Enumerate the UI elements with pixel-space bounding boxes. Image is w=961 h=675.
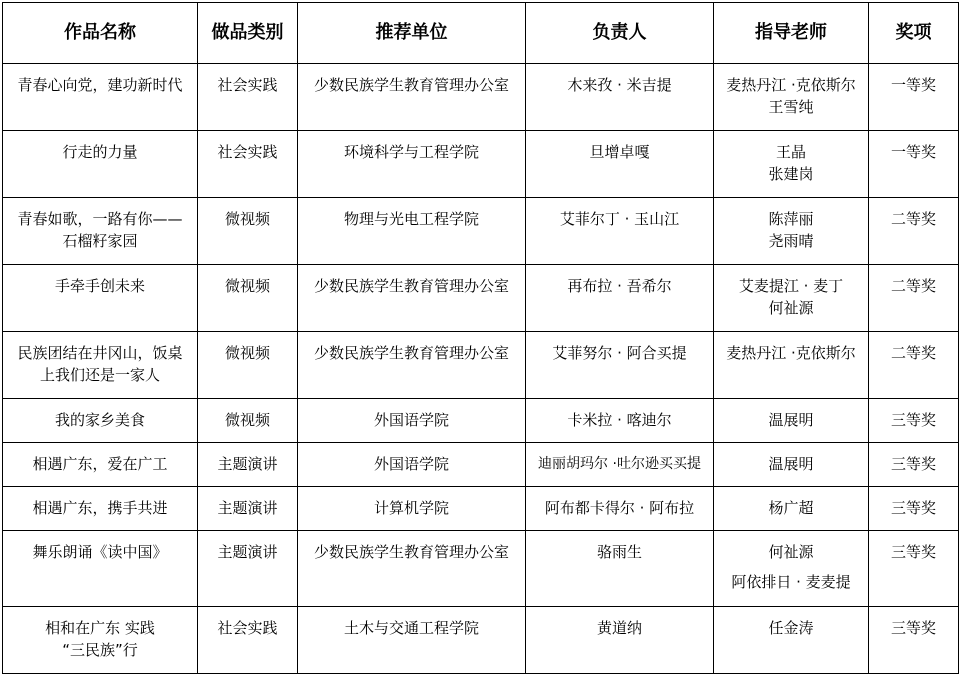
cell-category: 主题演讲 [198, 531, 298, 607]
table-row [3, 443, 959, 487]
cell-advisor: 何祉源 阿依排日 · 麦麦提 [714, 531, 869, 607]
cell-work-name: 行走的力量 [3, 131, 198, 198]
header-work-name: 作品名称 [3, 3, 198, 64]
cell-leader: 卡米拉 · 喀迪尔 [526, 399, 714, 443]
cell-category: 微视频 [198, 198, 298, 265]
table-row [3, 198, 959, 265]
cell-leader: 艾菲尔丁 · 玉山江 [526, 198, 714, 265]
cell-category: 微视频 [198, 332, 298, 399]
cell-work-name: 相遇广东，爱在广工 [3, 443, 198, 487]
cell-work-name: 我的家乡美食 [3, 399, 198, 443]
cell-award: 三等奖 [869, 443, 959, 487]
cell-work-name: 手牵手创未来 [3, 265, 198, 332]
cell-award: 三等奖 [869, 531, 959, 607]
header-advisor: 指导老师 [714, 3, 869, 64]
cell-award: 三等奖 [869, 607, 959, 674]
cell-work-name: 相遇广东，携手共进 [3, 487, 198, 531]
cell-advisor: 陈萍丽 尧雨晴 [714, 198, 869, 265]
cell-leader: 黄道纳 [526, 607, 714, 674]
cell-award: 一等奖 [869, 64, 959, 131]
table-row [3, 131, 959, 198]
cell-category: 社会实践 [198, 607, 298, 674]
cell-work-name: 青春如歌，一路有你—— 石榴籽家园 [3, 198, 198, 265]
cell-advisor: 艾麦提江 · 麦丁 何祉源 [714, 265, 869, 332]
header-row [3, 3, 959, 64]
cell-unit: 物理与光电工程学院 [298, 198, 526, 265]
table-row [3, 487, 959, 531]
awards-table [2, 2, 959, 674]
cell-category: 微视频 [198, 399, 298, 443]
cell-category: 主题演讲 [198, 443, 298, 487]
cell-award: 二等奖 [869, 265, 959, 332]
cell-leader: 骆雨生 [526, 531, 714, 607]
cell-unit: 少数民族学生教育管理办公室 [298, 332, 526, 399]
cell-leader: 艾菲努尔 · 阿合买提 [526, 332, 714, 399]
cell-advisor: 麦热丹江 ·克依斯尔 王雪纯 [714, 64, 869, 131]
table-row [3, 265, 959, 332]
cell-leader: 木来孜 · 米吉提 [526, 64, 714, 131]
cell-advisor: 杨广超 [714, 487, 869, 531]
cell-leader: 迪丽胡玛尔 ·吐尔逊买买提 [526, 443, 714, 487]
header-award: 奖项 [869, 3, 959, 64]
cell-award: 三等奖 [869, 487, 959, 531]
cell-unit: 外国语学院 [298, 443, 526, 487]
cell-unit: 少数民族学生教育管理办公室 [298, 531, 526, 607]
cell-award: 三等奖 [869, 399, 959, 443]
cell-leader: 再布拉 · 吾希尔 [526, 265, 714, 332]
cell-work-name: 青春心向党，建功新时代 [3, 64, 198, 131]
cell-unit: 计算机学院 [298, 487, 526, 531]
cell-advisor: 温展明 [714, 443, 869, 487]
cell-category: 微视频 [198, 265, 298, 332]
cell-advisor: 任金涛 [714, 607, 869, 674]
cell-unit: 少数民族学生教育管理办公室 [298, 64, 526, 131]
cell-award: 一等奖 [869, 131, 959, 198]
cell-category: 社会实践 [198, 131, 298, 198]
table-row [3, 607, 959, 674]
table-row [3, 64, 959, 131]
cell-award: 二等奖 [869, 332, 959, 399]
cell-leader: 阿布都卡得尔 · 阿布拉 [526, 487, 714, 531]
cell-advisor: 王晶 张建岗 [714, 131, 869, 198]
table-row [3, 399, 959, 443]
header-category: 做品类别 [198, 3, 298, 64]
cell-leader: 旦增卓嘎 [526, 131, 714, 198]
cell-category: 社会实践 [198, 64, 298, 131]
cell-unit: 环境科学与工程学院 [298, 131, 526, 198]
cell-advisor: 麦热丹江 ·克依斯尔 [714, 332, 869, 399]
cell-work-name: 民族团结在井冈山，饭桌 上我们还是一家人 [3, 332, 198, 399]
cell-unit: 土木与交通工程学院 [298, 607, 526, 674]
header-unit: 推荐单位 [298, 3, 526, 64]
cell-category: 主题演讲 [198, 487, 298, 531]
cell-advisor: 温展明 [714, 399, 869, 443]
cell-award: 二等奖 [869, 198, 959, 265]
table-row [3, 531, 959, 607]
header-leader: 负责人 [526, 3, 714, 64]
cell-work-name: 舞乐朗诵《读中国》 [3, 531, 198, 607]
cell-unit: 少数民族学生教育管理办公室 [298, 265, 526, 332]
table-row [3, 332, 959, 399]
cell-work-name: 相和在广东 实践 “三民族”行 [3, 607, 198, 674]
cell-unit: 外国语学院 [298, 399, 526, 443]
